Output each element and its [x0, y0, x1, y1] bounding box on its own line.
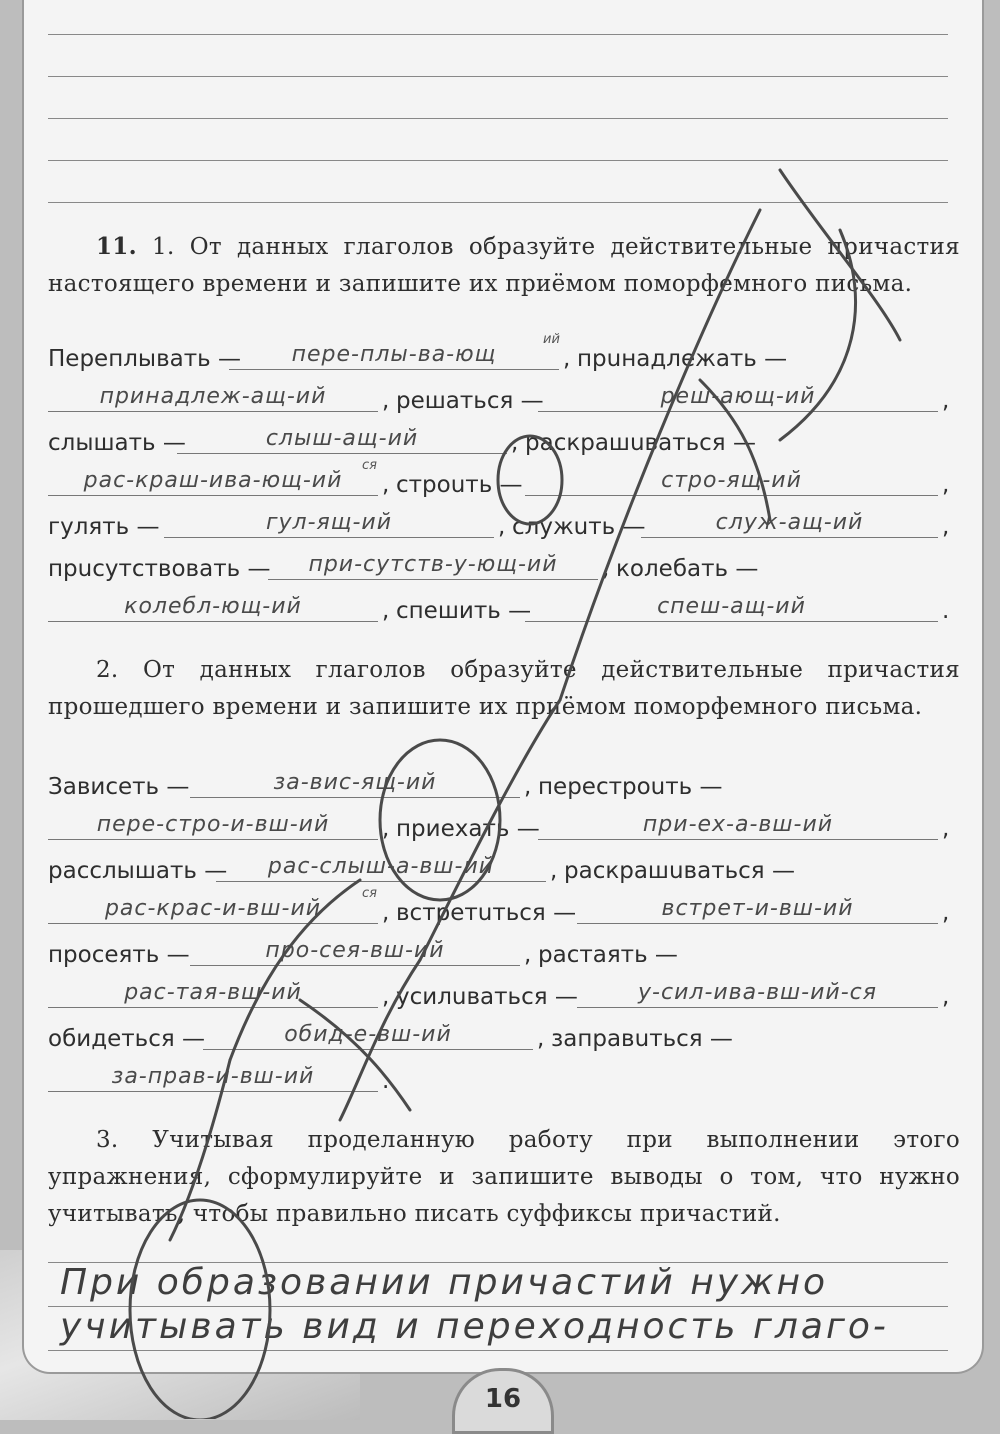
exercise-row — [48, 332, 960, 378]
answer-field[interactable]: служ-ащ-ий — [641, 509, 938, 538]
task-number: 11. — [96, 233, 137, 260]
answer-field[interactable]: рас-крас-и-вш-ий — [48, 895, 378, 924]
verb: спeшить — — [396, 598, 532, 624]
verb: приехaть — — [396, 816, 540, 842]
verb: рeшаться — — [396, 388, 544, 414]
comma: , — [511, 430, 519, 456]
verb: обидeться — — [48, 1026, 206, 1052]
verb: строuть — — [396, 472, 523, 498]
part-text: От данных глаголов образуйте действительные причастия прошедшего времени и запишите их приёмом поморфемного письма. — [48, 657, 960, 720]
exercise-row — [48, 1060, 960, 1100]
comma: , — [382, 388, 390, 414]
writing-line — [48, 202, 948, 203]
answer-superscript: ся — [362, 458, 377, 473]
verb: встретuться — — [396, 900, 577, 926]
verb: рaсслышaть — — [48, 858, 228, 884]
verb: зaправuться — — [551, 1026, 733, 1052]
part-label: 3. — [96, 1127, 119, 1153]
exercise-row — [48, 934, 960, 974]
comma: , — [382, 900, 390, 926]
exercise-row — [48, 766, 960, 806]
answer-field[interactable]: принадлеж-ащ-ий — [48, 383, 378, 412]
comma: , — [382, 472, 390, 498]
exercise-row — [48, 548, 960, 588]
answer-field[interactable]: про-сея-вш-ий — [190, 937, 520, 966]
writing-line — [48, 160, 948, 161]
exercise-row — [48, 380, 960, 420]
punctuation: , — [942, 984, 950, 1010]
answer-field[interactable]: у-сил-ива-вш-ий-ся — [577, 979, 938, 1008]
exercise-row — [48, 422, 960, 462]
comma: , — [524, 774, 532, 800]
part-text: Учитывая проделанную работу при выполнении этого упражнения, сформулируйте и запишите выводы о том, что нужно учитывать, чтобы правильно писать суффиксы причастий. — [48, 1127, 960, 1227]
comma: , — [382, 816, 390, 842]
answer-field[interactable]: спеш-ащ-ий — [525, 593, 938, 622]
comma: , — [382, 984, 390, 1010]
punctuation: , — [942, 388, 950, 414]
answer-field[interactable]: стро-ящ-ий — [525, 467, 938, 496]
answer-field[interactable]: рас-слыш-а-вш-ий — [216, 853, 546, 882]
verb: рaскрашuваться — — [525, 430, 756, 456]
answer-field[interactable]: обид-е-вш-ий — [203, 1021, 533, 1050]
comma: , — [537, 1026, 545, 1052]
comma: , — [524, 942, 532, 968]
exercise-row — [48, 808, 960, 848]
exercise-row — [48, 1018, 960, 1058]
answer-field[interactable]: встрет-и-вш-ий — [577, 895, 938, 924]
exercise-row — [48, 976, 960, 1016]
handwritten-conclusion-line-1: При образовании причастий нужно — [60, 1262, 829, 1303]
exercise-row — [48, 886, 960, 932]
comma: , — [382, 598, 390, 624]
verb: слышaть — — [48, 430, 186, 456]
verb: рaскрашuваться — — [564, 858, 795, 884]
verb: колeбать — — [616, 556, 759, 582]
writing-line — [48, 76, 948, 77]
task-11-part-1 — [48, 228, 960, 303]
writing-line — [48, 34, 948, 35]
answer-field[interactable]: пере-стро-и-вш-ий — [48, 811, 378, 840]
handwritten-conclusion-line-2: учитывать вид и переходность глаго- — [60, 1306, 889, 1347]
comma: , — [550, 858, 558, 884]
task-11-part-2 — [48, 652, 960, 726]
task-11-part-3 — [48, 1122, 960, 1233]
answer-field[interactable]: при-ех-а-вш-ий — [538, 811, 938, 840]
punctuation: , — [942, 816, 950, 842]
comma: , — [602, 556, 610, 582]
answer-field[interactable]: рас-тая-вш-ий — [48, 979, 378, 1008]
part-text: От данных глаголов образуйте действительные причастия настоящего времени и запишите их приёмом поморфемного письма. — [48, 234, 960, 297]
answer-field[interactable]: за-вис-ящ-ий — [190, 769, 520, 798]
punctuation: , — [942, 472, 950, 498]
answer-field[interactable]: при-сутств-у-ющ-ий — [268, 551, 598, 580]
exercise-row — [48, 506, 960, 546]
exercise-row — [48, 590, 960, 630]
page-number: 16 — [452, 1368, 554, 1434]
verb: прuнадлежать — — [577, 346, 788, 372]
part-label: 2. — [96, 657, 119, 683]
punctuation: , — [942, 900, 950, 926]
comma: , — [563, 346, 571, 372]
exercise-row — [48, 850, 960, 890]
answer-field[interactable]: за-прав-и-вш-ий — [48, 1063, 378, 1092]
verb: Зависeть — — [48, 774, 190, 800]
comma: , — [498, 514, 506, 540]
verb: рaстаять — — [538, 942, 678, 968]
answer-superscript: ся — [362, 886, 377, 901]
answer-field[interactable]: рас-краш-ива-ющ-ий — [48, 467, 378, 496]
answer-superscript: ий — [543, 332, 560, 347]
verb: просеять — — [48, 942, 190, 968]
exercise-row — [48, 458, 960, 504]
punctuation: , — [942, 514, 950, 540]
verb: Перeплывать — — [48, 346, 242, 372]
answer-field[interactable]: гул-ящ-ий — [164, 509, 494, 538]
answer-field[interactable]: пере-плы-ва-ющ — [229, 341, 559, 370]
writing-line — [48, 1350, 948, 1351]
answer-field[interactable]: колебл-ющ-ий — [48, 593, 378, 622]
punctuation: . — [942, 598, 950, 624]
verb: прuсутствовать — — [48, 556, 271, 582]
part-label: 1. — [152, 234, 175, 260]
verb: перeстроuть — — [538, 774, 723, 800]
writing-line — [48, 118, 948, 119]
punctuation: . — [382, 1068, 390, 1094]
answer-field[interactable]: слыш-ащ-ий — [177, 425, 507, 454]
verb: гулять — — [48, 514, 160, 540]
verb: служuть — — [512, 514, 646, 540]
answer-field[interactable]: реш-ающ-ий — [538, 383, 938, 412]
verb: усилuваться — — [396, 984, 578, 1010]
